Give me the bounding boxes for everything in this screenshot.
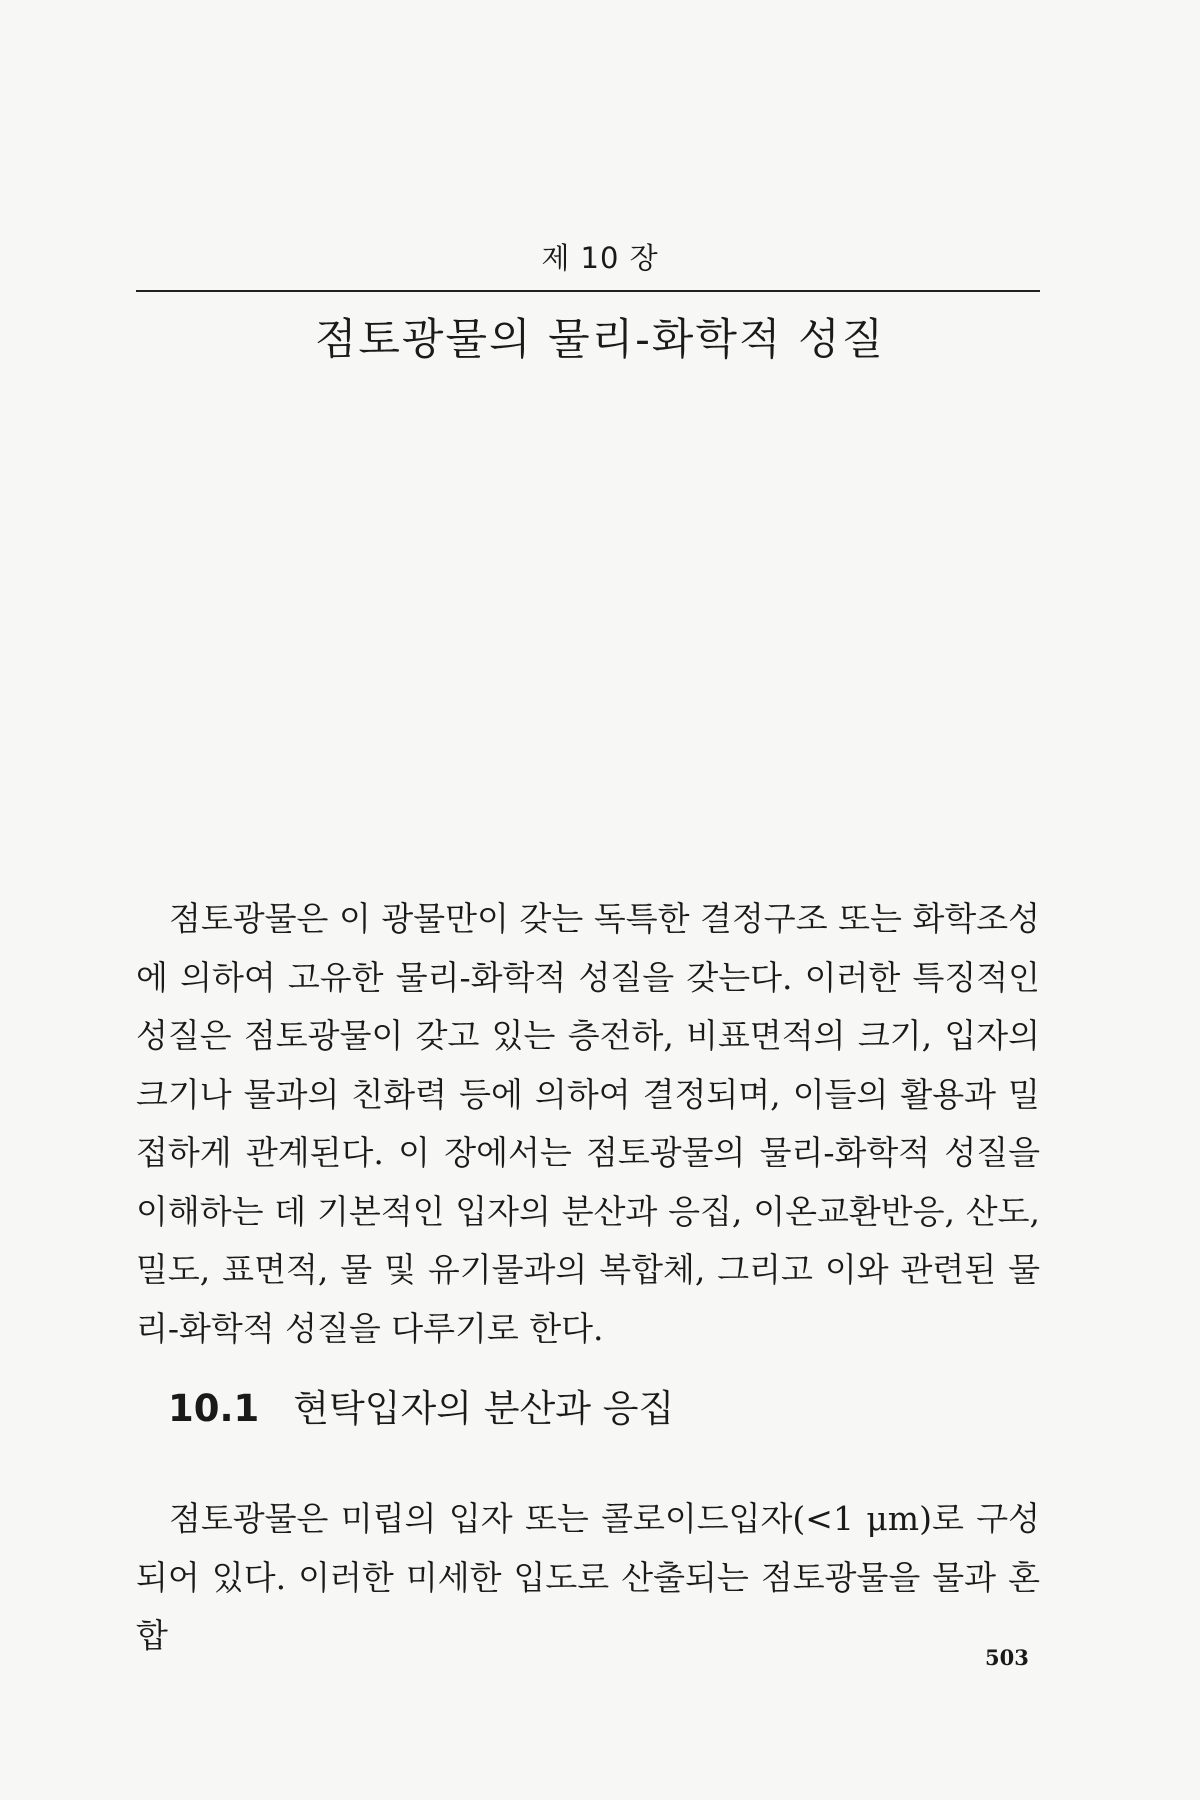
chapter-label: 제 10 장 (541, 241, 659, 275)
section-paragraph: 점토광물은 미립의 입자 또는 콜로이드입자(<1 μm)로 구성되어 있다. 이러한 미세한 입도로 산출되는 점토광물을 물과 혼합 (136, 1499, 1040, 1655)
section-title: 현탁입자의 분산과 응집 (293, 1387, 675, 1430)
section-number: 10.1 (168, 1387, 260, 1430)
chapter-title: 점토광물의 물리-화학적 성질 (314, 315, 886, 365)
chapter-divider (136, 290, 1040, 292)
page-number: 503 (985, 1645, 1029, 1670)
intro-paragraph: 점토광물은 이 광물만이 갖는 독특한 결정구조 또는 화학조성에 의하여 고유한 물리-화학적 성질을 갖는다. 이러한 특징적인 성질은 점토광물이 갖고 있는 층전하, 비표면적의 크기, 입자의 크기나 물과의 친화력 등에 의하여 결정되며, 이들의 활용과 밀접하게 관계된다. 이 장에서는 점토광물의 물리-화학적 성질을 이해하는 데 기본적인 입자의 분산과 응집, 이온교환반응, 산도, 밀도, 표면적, 물 및 유기물과의 복합체, 그리고 이와 관련된 물리-화학적 성질을 다루기로 한다. (136, 899, 1040, 1348)
section-body (136, 1490, 1040, 1666)
chapter-intro (136, 890, 1040, 1358)
section-heading (168, 1378, 674, 1432)
